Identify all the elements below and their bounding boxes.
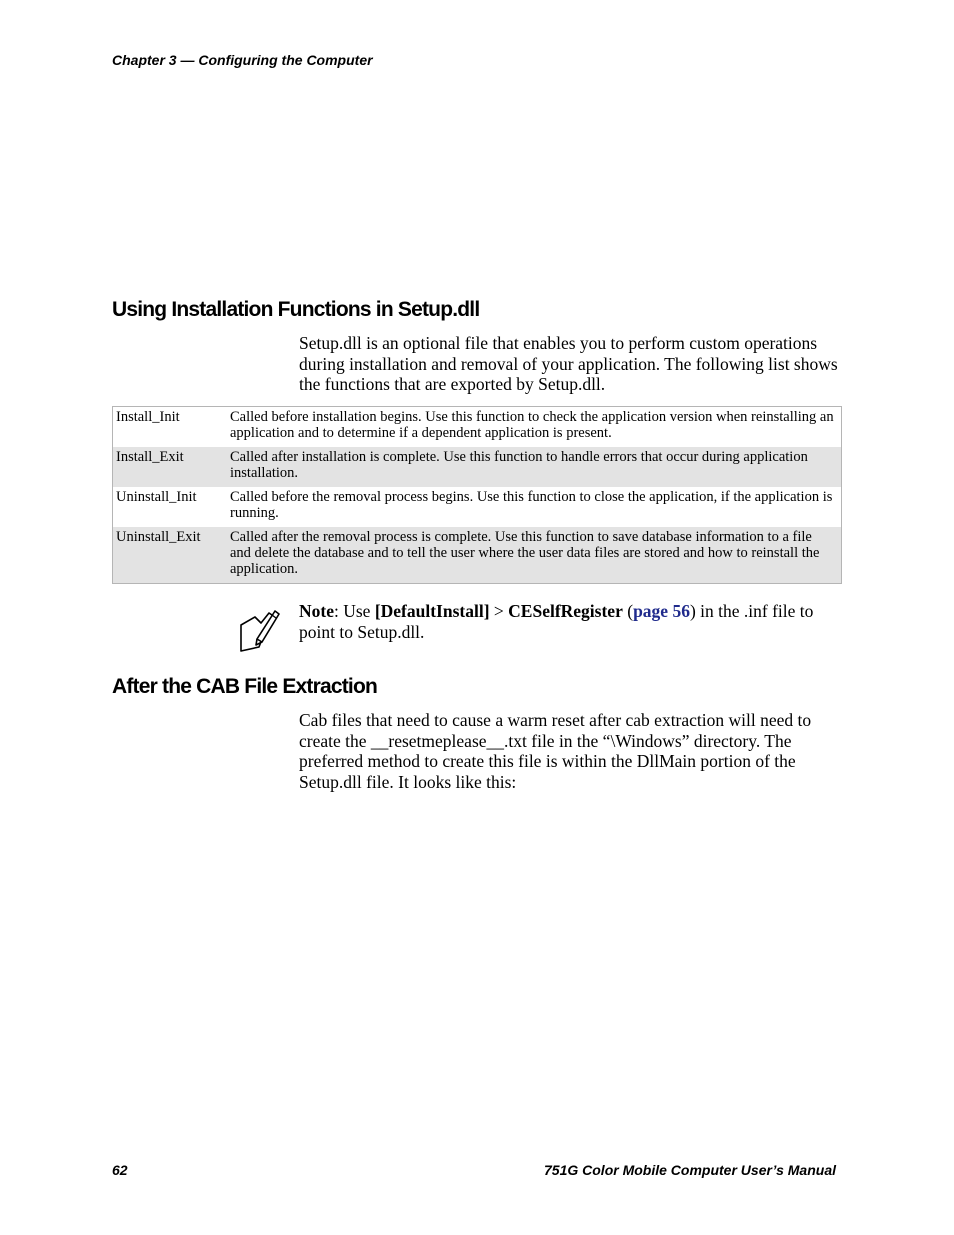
function-name: Uninstall_Init [113, 487, 228, 527]
functions-table [112, 406, 842, 584]
chapter-header: Chapter 3 — Configuring the Computer [112, 52, 373, 68]
note-pencil-icon [235, 603, 283, 653]
manual-title: 751G Color Mobile Computer User’s Manual [544, 1162, 836, 1178]
note-bracket-open: [ [374, 601, 381, 621]
note-arrow: > [489, 601, 509, 621]
table-row [113, 447, 842, 487]
page-number: 62 [112, 1162, 128, 1178]
function-description: Called after installation is complete. Use this function to handle errors that occur during application installation. [227, 447, 842, 487]
function-description: Called before installation begins. Use this function to check the application version when reinstalling an application and to determine if a dependent application is present. [227, 407, 842, 448]
note-default-install: DefaultInstall [380, 601, 484, 621]
note-bracket-close: ] [483, 601, 490, 621]
section-title-cab-extraction: After the CAB File Extraction [112, 675, 378, 698]
note-label: Note [299, 601, 334, 621]
table-row [113, 487, 842, 527]
table-row [113, 527, 842, 584]
note-text-use: : Use [333, 601, 375, 621]
section-title-setup-dll: Using Installation Functions in Setup.dll [112, 298, 480, 321]
function-name: Uninstall_Exit [113, 527, 228, 584]
note-rest: ) in the .inf file to point to Setup.dll. [299, 601, 814, 642]
function-description: Called after the removal process is complete. Use this function to save database information to a file and delete the database and to tell the user where the user data files are stored and how to reinstall the application. [227, 527, 842, 584]
function-name: Install_Init [113, 407, 228, 448]
note-text [299, 601, 844, 643]
note-paren-open: ( [622, 601, 634, 621]
function-description: Called before the removal process begins. Use this function to close the application, if the application is running. [227, 487, 842, 527]
table-row [113, 407, 842, 448]
function-name: Install_Exit [113, 447, 228, 487]
note-ce-self-register: CESelfRegister [508, 601, 623, 621]
setup-dll-intro: Setup.dll is an optional file that enables you to perform custom operations during installation and removal of your application. The following list shows the functions that are exported by Setup.dll. [299, 333, 838, 394]
cab-extraction-body: Cab files that need to cause a warm reset after cab extraction will need to create the __resetmeplease__.txt file in the “\Windows” directory. The preferred method to create this file is within the DllMain portion of the Setup.dll file. It looks like this: [299, 710, 812, 792]
page-56-link[interactable]: page 56 [633, 601, 690, 621]
